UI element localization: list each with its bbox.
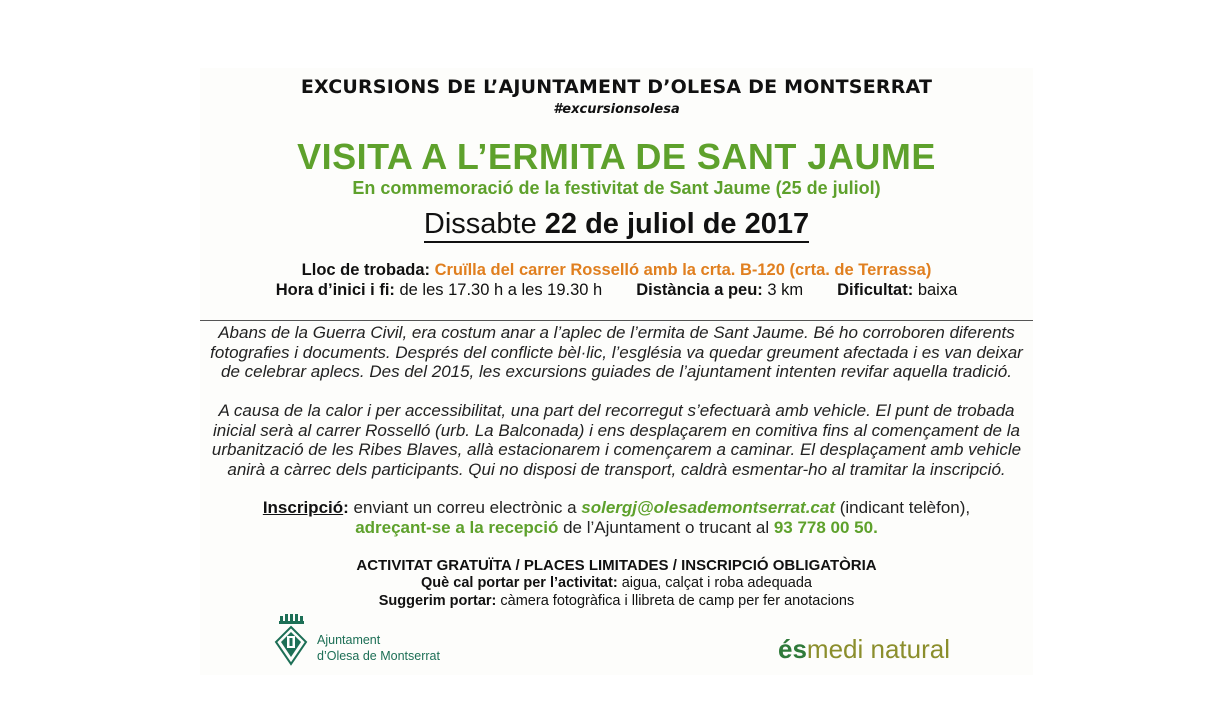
coat-of-arms-icon [274, 614, 308, 666]
brand-rest: medi natural [806, 634, 950, 664]
suggest-label: Suggerim portar: [378, 593, 501, 609]
time-value: de les 17.30 h a les 19.30 h [399, 281, 603, 299]
bring-value: aigua, calçat i roba adequada [621, 575, 812, 591]
time-label: Hora d’inici i fi: [275, 281, 400, 299]
event-poster [200, 68, 1033, 675]
registration-colon: : [343, 498, 349, 517]
ajuntament-logo-text [317, 632, 440, 664]
registration-phone: 93 778 00 50. [773, 518, 878, 537]
divider [200, 320, 1033, 321]
activity-notice: ACTIVITAT GRATUÏTA / PLACES LIMITADES / INSCRIPCIÓ OBLIGATÒRIA [356, 557, 877, 574]
ajuntament-logo [274, 614, 464, 668]
registration-info [200, 498, 1033, 538]
brand-es: és [778, 634, 807, 664]
meeting-value: Cruïlla del carrer Rosselló amb la crta. B-120 (crta. de Terrassa) [434, 261, 932, 279]
es-medi-natural-logo [778, 634, 950, 665]
event-date [200, 208, 1033, 241]
meeting-label: Lloc de trobada: [301, 261, 435, 279]
registration-text2: (indicant telèfon), [835, 498, 971, 517]
difficulty-value: baixa [917, 281, 958, 299]
event-details [200, 281, 1033, 300]
organizer-title: EXCURSIONS DE L’AJUNTAMENT D’OLESA DE MONTSERRAT [300, 76, 933, 98]
distance-value: 3 km [767, 281, 804, 299]
hashtag: #excursionsolesa [553, 102, 680, 117]
bring-label: Què cal portar per l’activitat: [421, 575, 622, 591]
what-to-bring [200, 575, 1033, 591]
registration-email-link[interactable]: solergj@olesademontserrat.cat [581, 498, 836, 517]
date-prefix: Dissabte [423, 208, 545, 240]
suggested-items [200, 593, 1033, 609]
meeting-point [200, 261, 1033, 280]
distance-label: Distància a peu: [636, 281, 768, 299]
date-main: 22 de juliol de 2017 [544, 208, 810, 240]
logo-line-1: Ajuntament [317, 633, 381, 647]
logo-line-2: d’Olesa de Montserrat [317, 649, 440, 663]
paragraph-history: Abans de la Guerra Civil, era costum anar a l’aplec de l’ermita de Sant Jaume. Bé ho corroboren diferents fotografies i documents. Després del conflicte bèl·lic, l’església va quedar greument afectada i es van deixar de celebrar aplecs. Des del 2015, les excursions guiades de l’ajuntament intenten revifar aquella tradició. [210, 323, 1023, 381]
event-subtitle: En commemoració de la festivitat de Sant Jaume (25 de juliol) [352, 178, 881, 198]
registration-text1: enviant un correu electrònic a [348, 498, 582, 517]
event-title: VISITA A L’ERMITA DE SANT JAUME [297, 136, 936, 177]
registration-text3: de l’Ajuntament o trucant al [558, 518, 774, 537]
difficulty-label: Dificultat: [837, 281, 918, 299]
suggest-value: càmera fotogràfica i llibreta de camp per fer anotacions [500, 593, 855, 609]
registration-reception: adreçant-se a la recepció [355, 518, 559, 537]
event-date-underlined [424, 208, 809, 243]
paragraph-logistics: A causa de la calor i per accessibilitat, una part del recorregut s’efectuarà amb vehicle. El punt de trobada inicial serà al carrer Rosselló (urb. La Balconada) i ens desplaçarem en comitiva fins al començament de la urbanització de les Ribes Blaves, allà estacionarem i començarem a caminar. El desplaçament amb vehicle anirà a càrrec dels participants. Qui no disposi de transport, caldrà esmentar-ho al tramitar la inscripció. [211, 401, 1022, 479]
registration-label: Inscripció [262, 498, 344, 517]
